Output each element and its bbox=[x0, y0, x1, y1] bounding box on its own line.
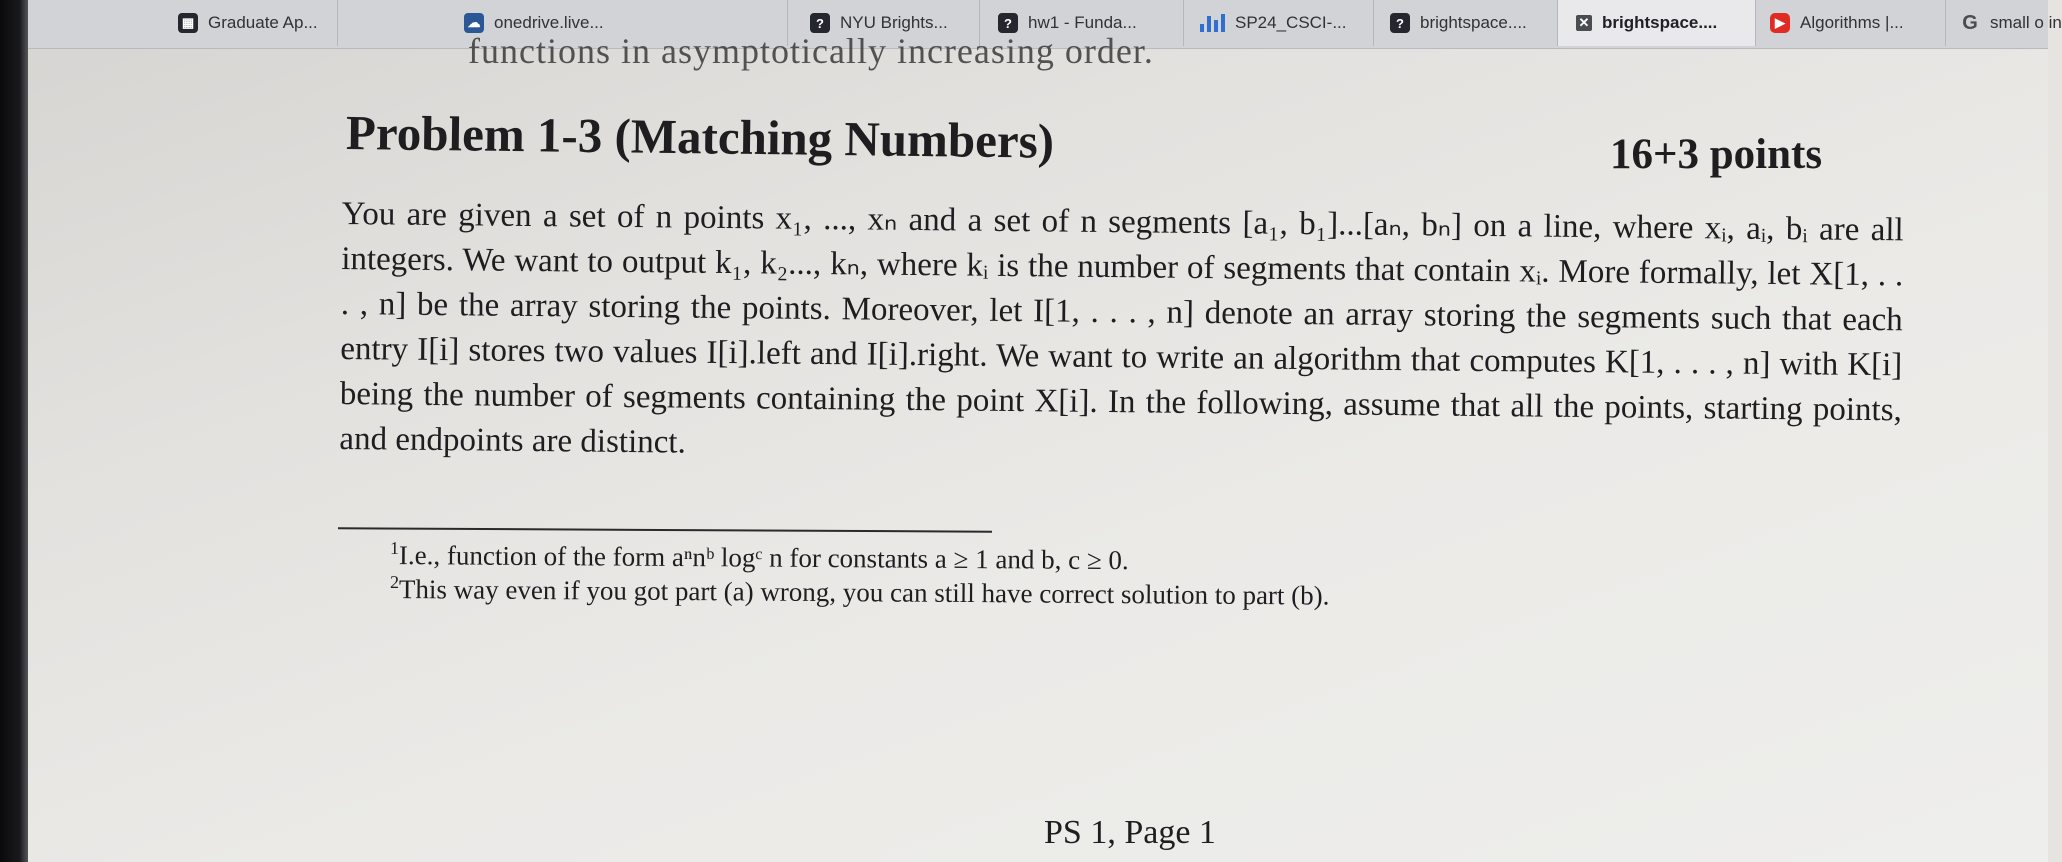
problem-points: 16+3 points bbox=[1610, 131, 1823, 178]
footnote-divider bbox=[338, 527, 992, 532]
tab-label: SP24_CSCI-... bbox=[1235, 13, 1347, 32]
cutoff-previous-text: functions in asymptotically increasing order. bbox=[468, 31, 1154, 71]
problem-paragraph: You are given a set of n points x₁, ..., xₙ and a set of n segments [a₁, b₁]...[aₙ, bₙ] on a line, where xᵢ, aᵢ, bᵢ are all integers. We want to output k₁, k₂..., kₙ, where kᵢ is the number of segments that contain xᵢ. More formally, let X[1, . . . , n] be the array storing the points. Moreover, let I[1, . . . , n] denote an array storing the segments such that each entry I[i] stores two values I[i].left and I[i].right. We want to write an algorithm that computes K[1, . . . , n] with K[i] being the number of segments containing the point X[i]. In the following, assume that all the points, starting points, and endpoints are distinct. bbox=[339, 195, 1904, 461]
onedrive-icon: ☁ bbox=[464, 13, 484, 33]
footnote-text: I.e., function of the form aⁿnᵇ logᶜ n for constants a ≥ 1 and b, c ≥ 0. bbox=[398, 540, 1129, 576]
problem-statement bbox=[339, 192, 1904, 478]
footnote-2 bbox=[390, 572, 1330, 612]
problem-title: Problem 1-3 (Matching Numbers) bbox=[345, 105, 1055, 169]
tab-label: Algorithms |... bbox=[1800, 13, 1904, 32]
tab-label: brightspace.... bbox=[1420, 13, 1527, 32]
tab-graduate-ap[interactable] bbox=[28, 0, 338, 46]
tab-brightspace-1[interactable] bbox=[1374, 0, 1558, 46]
tab-label: Graduate Ap... bbox=[208, 13, 318, 32]
brightspace-icon: ? bbox=[998, 13, 1018, 33]
brightspace-icon: ? bbox=[1390, 13, 1410, 33]
tab-label: NYU Brights... bbox=[840, 13, 948, 32]
tab-label: onedrive.live... bbox=[494, 13, 604, 32]
google-icon: G bbox=[1962, 11, 1978, 34]
footnote-mark: 2 bbox=[389, 572, 400, 593]
tab-brightspace-active[interactable] bbox=[1558, 0, 1756, 46]
screen bbox=[28, 0, 2062, 862]
tab-label: small o in bbox=[1990, 13, 2062, 32]
close-icon[interactable]: ✕ bbox=[1576, 15, 1592, 31]
tab-label: brightspace.... bbox=[1602, 13, 1718, 32]
youtube-icon: ▶ bbox=[1770, 13, 1790, 33]
pdf-page bbox=[28, 31, 2048, 862]
bar-chart-icon bbox=[1200, 14, 1225, 32]
tab-algorithms[interactable] bbox=[1756, 0, 1946, 46]
footnote-text: This way even if you got part (a) wrong, you can still have correct solution to part (b). bbox=[398, 574, 1330, 611]
tab-sp24-csci[interactable] bbox=[1184, 0, 1374, 46]
tab-label: hw1 - Funda... bbox=[1028, 13, 1137, 32]
footnote-mark: 1 bbox=[389, 538, 400, 559]
footnote-1 bbox=[390, 538, 1129, 576]
page-footer: PS 1, Page 1 bbox=[1044, 814, 1216, 851]
monitor-bezel bbox=[0, 0, 28, 862]
brightspace-icon: ? bbox=[810, 13, 830, 33]
tab-google-search[interactable] bbox=[1946, 0, 2062, 46]
app-icon: ▦ bbox=[178, 13, 198, 33]
